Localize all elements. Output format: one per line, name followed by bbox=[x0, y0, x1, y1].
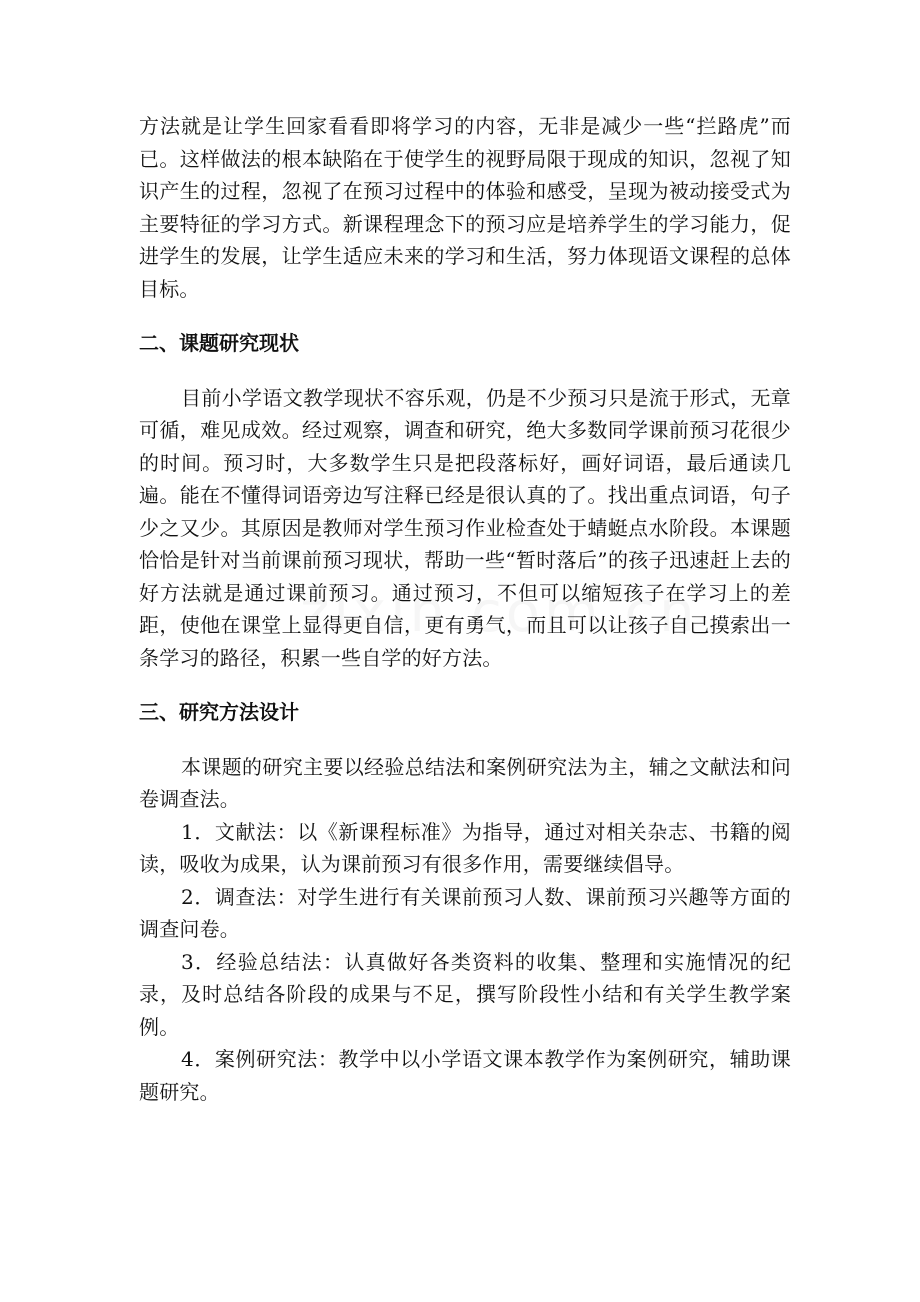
intro-paragraph: 方法就是让学生回家看看即将学习的内容，无非是减少一些“拦路虎”而已。这样做法的根本缺陷在于使学生的视野局限于现成的知识，忽视了知识产生的过程，忽视了在预习过程中的体验和感受，呈现为被动接受式为主要特征的学习方式。新课程理念下的预习应是培养学生的学习能力，促进学生的发展，让学生适应未来的学习和生活，努力体现语文课程的总体目标。 bbox=[139, 114, 791, 301]
section2-paragraph: 目前小学语文教学现状不容乐观，仍是不少预习只是流于形式，无章可循，难见成效。经过观察，调查和研究，绝大多数同学课前预习花很少的时间。预习时，大多数学生只是把段落标好，画好词语，最后通读几遍。能在不懂得词语旁边写注释已经是很认真的了。找出重点词语，句子少之又少。其原因是教师对学生预习作业检查处于蜻蜓点水阶段。本课题恰恰是针对当前课前预习现状，帮助一些“暂时落后”的孩子迅速赶上去的好方法就是通过课前预习。通过预习，不但可以缩短孩子在学习上的差距，使他在课堂上显得更自信，更有勇气，而且可以让孩子自己摸索出一条学习的路径，积累一些自学的好方法。 bbox=[139, 385, 791, 670]
document-page bbox=[139, 110, 791, 1108]
method-item-literature: 1．文献法：以《新课程标准》为指导，通过对相关杂志、书籍的阅读，吸收为成果，认为课前预习有很多作用，需要继续倡导。 bbox=[139, 819, 791, 876]
section3-intro: 本课题的研究主要以经验总结法和案例研究法为主，辅之文献法和问卷调查法。 bbox=[139, 754, 791, 811]
section2-heading: 二、课题研究现状 bbox=[139, 331, 299, 355]
section3-heading: 三、研究方法设计 bbox=[139, 700, 299, 724]
method-item-survey: 2．调查法：对学生进行有关课前预习人数、课前预习兴趣等方面的调查问卷。 bbox=[139, 884, 791, 941]
method-item-experience: 3．经验总结法：认真做好各类资料的收集、整理和实施情况的纪录，及时总结各阶段的成果与不足，撰写阶段性小结和有关学生教学案例。 bbox=[139, 949, 791, 1039]
method-item-case-study: 4．案例研究法：教学中以小学语文课本教学作为案例研究，辅助课题研究。 bbox=[139, 1047, 791, 1104]
